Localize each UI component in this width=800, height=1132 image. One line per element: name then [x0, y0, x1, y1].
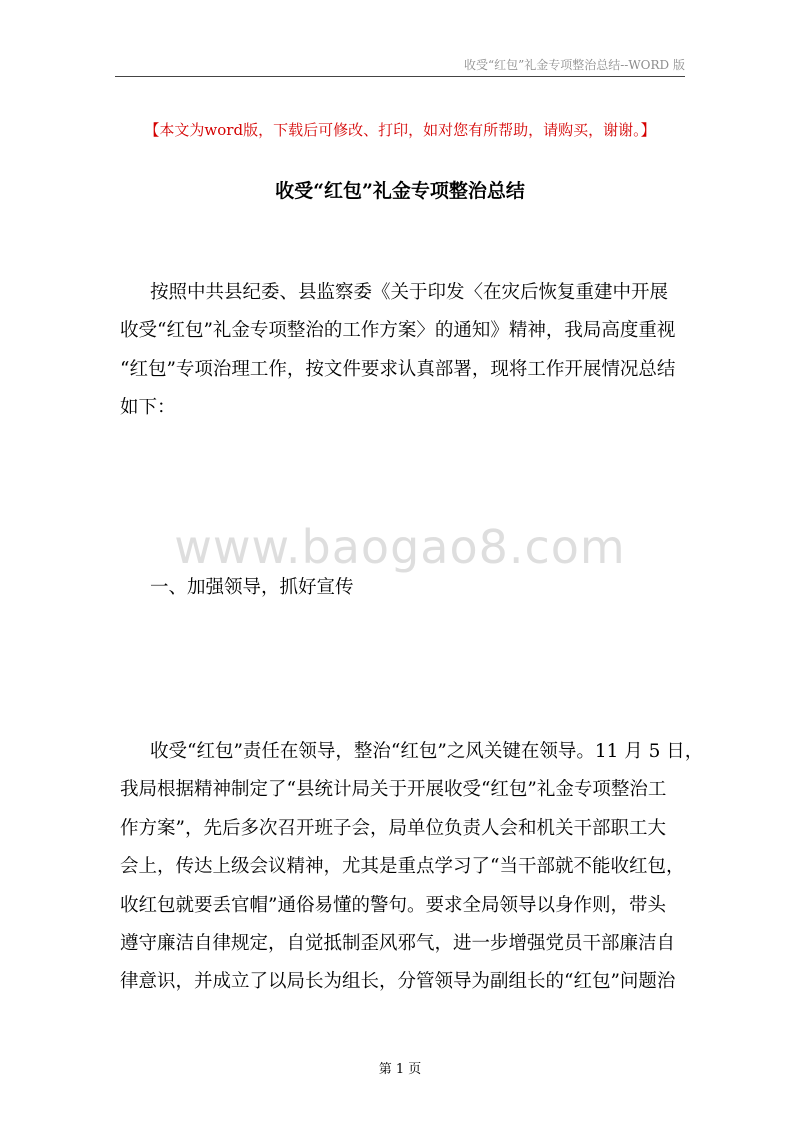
download-notice: 【本文为word版，下载后可修改、打印，如对您有所帮助，请购买，谢谢。】	[144, 121, 656, 139]
document-title: 收受“红包”礼金专项整治总结	[275, 180, 525, 202]
site-watermark: www.baogao8.com	[174, 520, 626, 574]
page-number: 第 1 页	[378, 1062, 422, 1077]
intro-paragraph	[120, 274, 685, 428]
body-line: 收受“红包”责任在领导，整治“红包”之风关键在领导。11 月 5 日，	[150, 741, 704, 762]
body-line: 律意识，并成立了以局长为组长，分管领导为副组长的“红包”问题治	[120, 971, 676, 993]
intro-line: “红包”专项治理工作，按文件要求认真部署，现将工作开展情况总结	[120, 358, 676, 380]
intro-line: 如下：	[120, 397, 176, 419]
header-divider	[115, 76, 685, 77]
section-heading: 一、加强领导，抓好宣传	[150, 577, 354, 598]
body-line: 作方案”，先后多次召开班子会，局单位负责人会和机关干部职工大	[120, 817, 666, 839]
running-header: 收受“红包”礼金专项整治总结--WORD 版	[463, 58, 685, 72]
intro-line: 收受“红包”礼金专项整治的工作方案〉的通知》精神，我局高度重视	[120, 320, 676, 342]
body-line: 会上，传达上级会议精神，尤其是重点学习了“当干部就不能收红包，	[120, 856, 685, 878]
body-line: 遵守廉洁自律规定，自觉抵制歪风邪气，进一步增强党员干部廉洁自	[120, 933, 676, 955]
body-line: 我局根据精神制定了“县统计局关于开展收受“红包”礼金专项整治工	[120, 779, 667, 801]
intro-line: 按照中共县纪委、县监察委《关于印发〈在灾后恢复重建中开展	[150, 282, 669, 303]
body-line: 收红包就要丢官帽”通俗易懂的警句。要求全局领导以身作则，带头	[120, 894, 666, 916]
body-paragraph	[120, 733, 704, 1002]
